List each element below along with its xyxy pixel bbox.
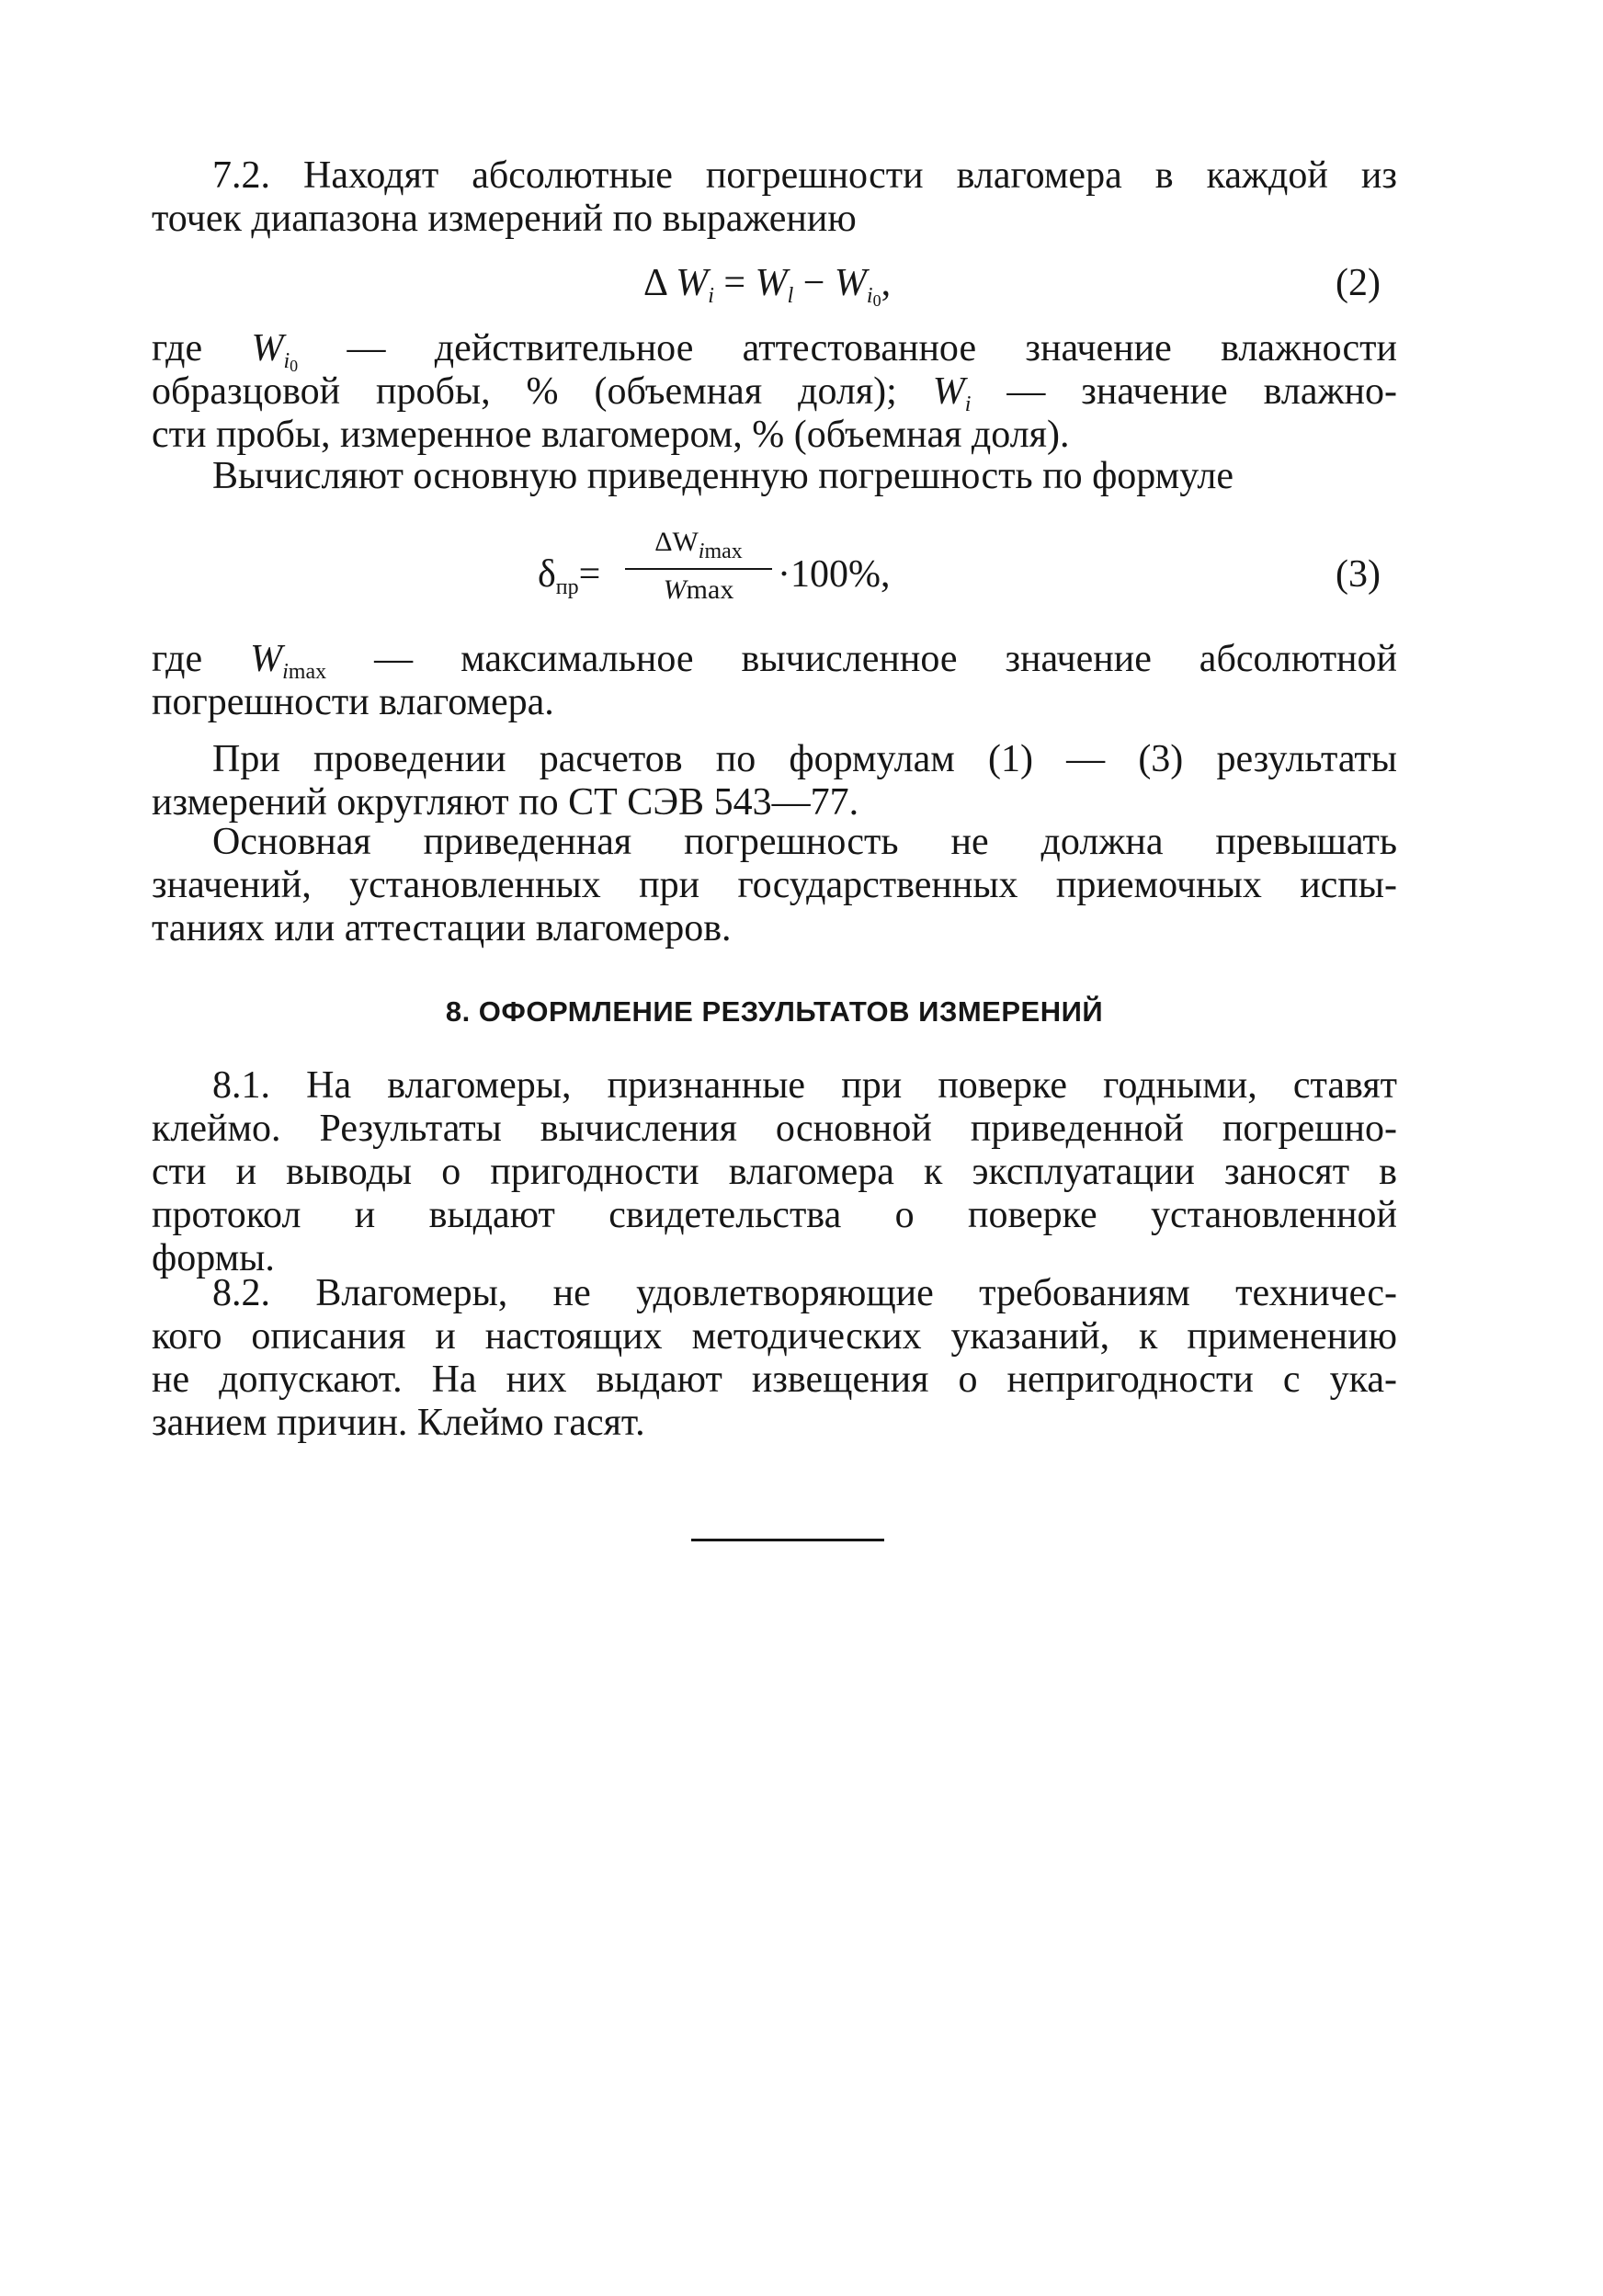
paragraph-8-2 bbox=[152, 1272, 1397, 1445]
paragraph-line: занием причин. Клеймо гасят. bbox=[152, 1402, 645, 1444]
paragraph-line: таниях или аттестации влагомеров. bbox=[152, 907, 732, 949]
paragraph-line: Основная приведенная погрешность не должна превышать bbox=[212, 821, 1397, 863]
paragraph-line: протокол и выдают свидетельства о поверке установленной bbox=[152, 1194, 1397, 1236]
fraction-bar bbox=[625, 568, 772, 570]
paragraph-line: точек диапазона измерений по выражению bbox=[152, 198, 857, 240]
paragraph-line: где $W_{imax}$ — максимальное вычисленное значение абсолютной bbox=[152, 638, 1397, 684]
end-rule bbox=[691, 1539, 884, 1541]
fraction-numerator: $\Delta W_{imax}$ bbox=[654, 527, 743, 563]
paragraph-calc bbox=[152, 455, 1397, 498]
paragraph-line: 8.1. На влагомеры, признанные при поверке годными, ставят bbox=[212, 1064, 1397, 1107]
equation-3-lhs: $\delta_{пр}=$ bbox=[538, 553, 601, 599]
equation-number-2: (2) bbox=[1336, 262, 1381, 304]
paragraph-line: образцовой пробы, % (объемная доля); $W_i$ — значение влажно- bbox=[152, 370, 1397, 416]
equation-2: Δ $W_i = W_l - W_{i_0}$, bbox=[643, 262, 892, 310]
equation-number-3: (3) bbox=[1336, 553, 1381, 596]
paragraph-line: сти пробы, измеренное влагомером, % (объемная доля). bbox=[152, 414, 1070, 456]
paragraph-line: кого описания и настоящих методических указаний, к применению bbox=[152, 1315, 1397, 1358]
equation-3-fraction bbox=[625, 526, 772, 614]
paragraph-line: 8.2. Влагомеры, не удовлетворяющие требованиям техничес- bbox=[212, 1272, 1397, 1314]
paragraph-limit bbox=[152, 821, 1397, 950]
paragraph-line: При проведении расчетов по формулам (1) — (3) результаты bbox=[212, 738, 1397, 780]
paragraph-line: не допускают. На них выдают извещения о непригодности с ука- bbox=[152, 1358, 1397, 1401]
paragraph-line: формы. bbox=[152, 1237, 275, 1279]
paragraph-line: Вычисляют основную приведенную погрешность по формуле bbox=[212, 455, 1234, 497]
paragraph-line: погрешности влагомера. bbox=[152, 681, 554, 723]
paragraph-where-1 bbox=[152, 327, 1397, 457]
paragraph-line: сти и выводы о пригодности влагомера к эксплуатации заносят в bbox=[152, 1151, 1397, 1193]
section-heading: 8. ОФОРМЛЕНИЕ РЕЗУЛЬТАТОВ ИЗМЕРЕНИЙ bbox=[445, 995, 1104, 1028]
paragraph-line: клеймо. Результаты вычисления основной приведенной погрешно- bbox=[152, 1108, 1397, 1150]
paragraph-line: измерений округляют по СТ СЭВ 543—77. bbox=[152, 781, 859, 824]
paragraph-7-2 bbox=[152, 154, 1397, 241]
paragraph-line: значений, установленных при государственных приемочных испы- bbox=[152, 864, 1397, 906]
equation-3-tail: ·100%, bbox=[778, 553, 891, 596]
paragraph-where-2 bbox=[152, 638, 1397, 724]
fraction-denominator: Wmax bbox=[663, 574, 734, 605]
paragraph-line: 7.2. Находят абсолютные погрешности влагомера в каждой из bbox=[212, 154, 1397, 197]
paragraph-line: где $W_{i_0}$ — действительное аттестованное значение влажности bbox=[152, 327, 1398, 375]
paragraph-rounding bbox=[152, 738, 1397, 824]
paragraph-8-1 bbox=[152, 1064, 1397, 1280]
